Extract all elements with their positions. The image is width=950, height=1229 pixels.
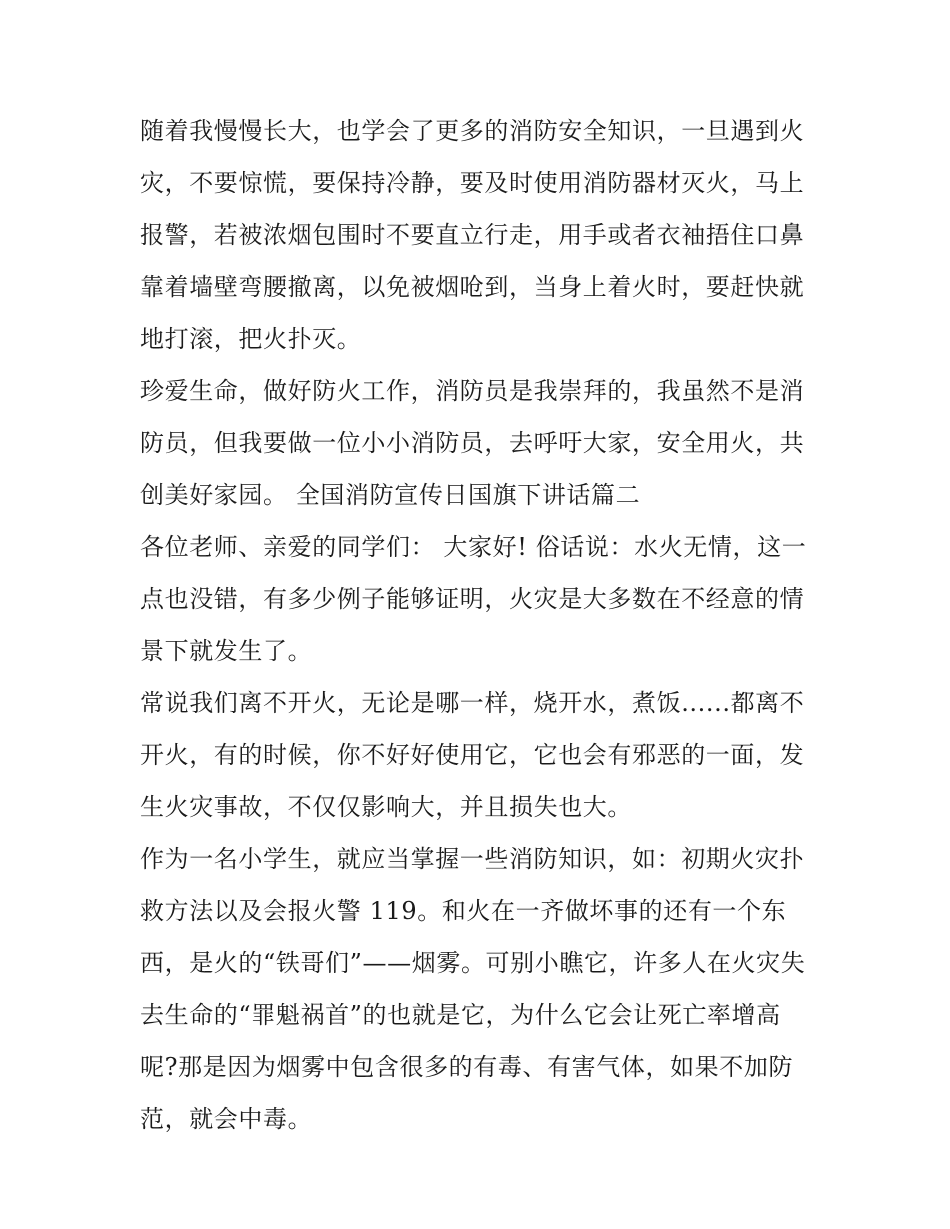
text-line: 景下就发生了。 — [140, 637, 313, 665]
section-heading-line: 创美好家园。 全国消防宣传日国旗下讲话篇二 — [140, 481, 641, 509]
text-line: 生火灾事故，不仅仅影响大，并且损失也大。 — [140, 793, 632, 821]
text-line: 珍爱生命，做好防火工作，消防员是我崇拜的，我虽然不是消 — [140, 377, 805, 405]
text-line: 点也没错，有多少例子能够证明，火灾是大多数在不经意的情 — [140, 585, 805, 613]
text-line: 去生命的“罪魁祸首”的也就是它，为什么它会让死亡率增高 — [140, 1001, 781, 1029]
document-body — [140, 105, 820, 1145]
text-line: 靠着墙壁弯腰撤离，以免被烟呛到，当身上着火时，要赶快就 — [140, 273, 805, 301]
text-line: 开火，有的时候，你不好好使用它，它也会有邪恶的一面，发 — [140, 741, 805, 769]
text-line: 西，是火的“铁哥们”——烟雾。可别小瞧它，许多人在火灾失 — [140, 949, 806, 977]
text-line: 范，就会中毒。 — [140, 1105, 313, 1133]
text-line: 呢?那是因为烟雾中包含很多的有毒、有害气体，如果不加防 — [140, 1053, 794, 1081]
text-line: 随着我慢慢长大，也学会了更多的消防安全知识，一旦遇到火 — [140, 117, 805, 145]
text-line: 救方法以及会报火警 119。和火在一齐做坏事的还有一个东 — [140, 897, 787, 925]
text-line: 常说我们离不开火，无论是哪一样，烧开水，煮饭......都离不 — [140, 689, 805, 717]
greeting-line: 各位老师、亲爱的同学们： 大家好! 俗话说：水火无情，这一 — [140, 533, 807, 561]
text-line: 地打滚，把火扑灭。 — [140, 325, 362, 353]
text-line: 报警，若被浓烟包围时不要直立行走，用手或者衣袖捂住口鼻 — [140, 221, 805, 249]
text-line: 灾，不要惊慌，要保持冷静，要及时使用消防器材灭火，马上 — [140, 169, 805, 197]
text-line: 防员，但我要做一位小小消防员，去呼吁大家，安全用火，共 — [140, 429, 805, 457]
text-line: 作为一名小学生，就应当掌握一些消防知识，如：初期火灾扑 — [140, 845, 805, 873]
